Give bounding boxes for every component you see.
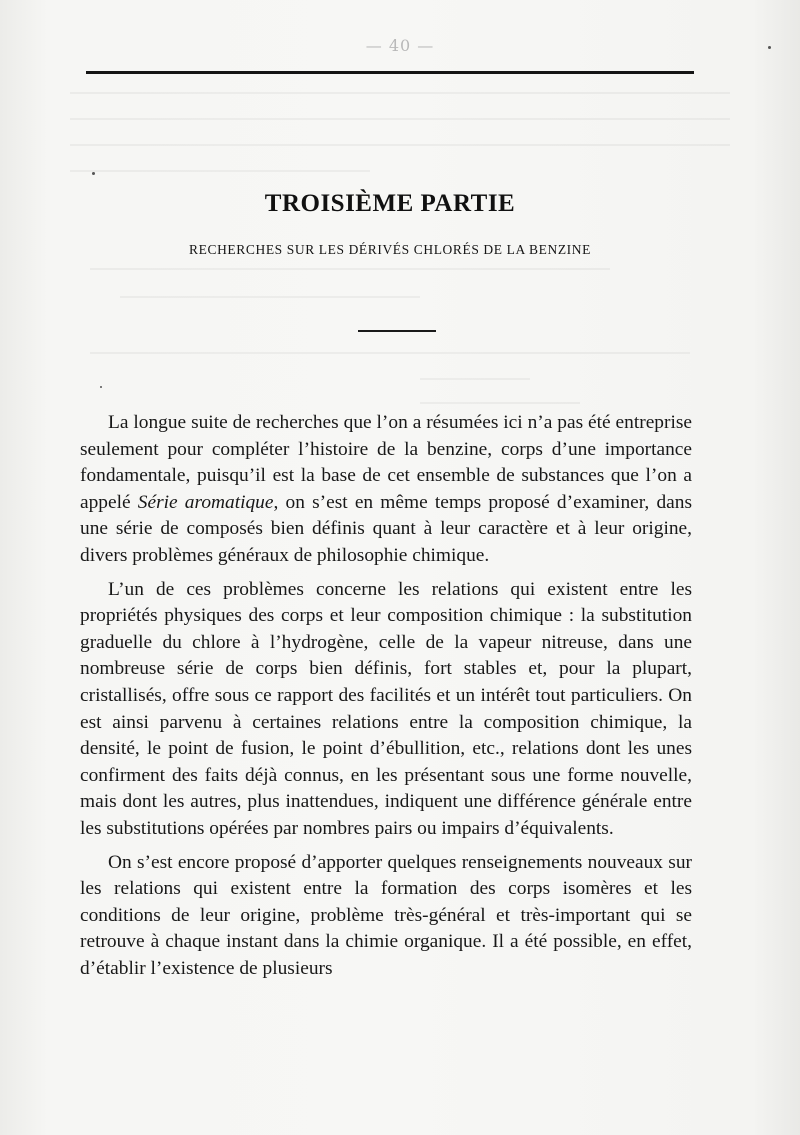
part-title: TROISIÈME PARTIE (264, 190, 516, 217)
bleed-through-line (90, 268, 610, 270)
bleed-through-line (420, 402, 580, 404)
bleed-through-line (90, 352, 690, 354)
bleed-through-line (70, 144, 730, 146)
part-subtitle: RECHERCHES SUR LES DÉRIVÉS CHLORÉS DE LA BENZINE (189, 242, 591, 257)
bleed-through-line (70, 118, 730, 120)
paragraph-1 (80, 410, 692, 570)
print-speck (92, 172, 95, 175)
bleed-through-line (420, 378, 530, 380)
header-rule (86, 71, 694, 74)
paragraph-1-text-end: , on s’est en même temps proposé d’examiner, dans une série de composés bien définis quant à leur caractère et à leur origine, divers problèmes généraux de philosophie chimique. (80, 491, 692, 566)
paragraph-2: L’un de ces problèmes concerne les relations qui existent entre les propriétés physiques des corps et leur composition chimique : la substitution graduelle du chlore à l’hydrogène, celle de la vapeur nitreuse, dans une nombreuse série de corps bien définis, fort stables et, pour la plupart, cristallisés, offre sous ce rapport des facilités et un intérêt tout particuliers. On est ainsi parvenu à certaines relations entre la composition chimique, la densité, le point de fusion, le point d’ébullition, etc., relations dont les unes confirment des faits déjà connus, en les présentant sous une forme nouvelle, mais dont les autres, plus inattendues, indiquent une différence générale entre les substitutions opérées par nombres pairs ou impairs d’équivalents. (80, 578, 692, 839)
body-text (80, 410, 692, 989)
title-rule (358, 330, 436, 332)
bleed-through-line (70, 92, 730, 94)
bleed-through-line (120, 296, 420, 298)
paragraph-1-text: La longue suite de recherches que l’on a résumées ici n’a pas été entreprise seulement pour compléter l’histoire de la benzine, corps d’une importance fondamentale, puisqu’il est la base de cet ensemble de substances que l’on a appelé (80, 412, 692, 513)
bleed-through-line (70, 170, 370, 172)
print-speck (100, 386, 102, 388)
paragraph-1-emphasis: Série aromatique (137, 491, 274, 513)
paragraph-3: On s’est encore proposé d’apporter quelques renseignements nouveaux sur les relations qui existent entre la formation des corps isomères et les conditions de leur origine, problème très-général et très-important qui se retrouve à chaque instant dans la chimie organique. Il a été possible, en effet, d’établir l’existence de plusieurs (80, 851, 692, 979)
print-speck (768, 46, 771, 49)
page-number: — 40 — (365, 36, 435, 55)
